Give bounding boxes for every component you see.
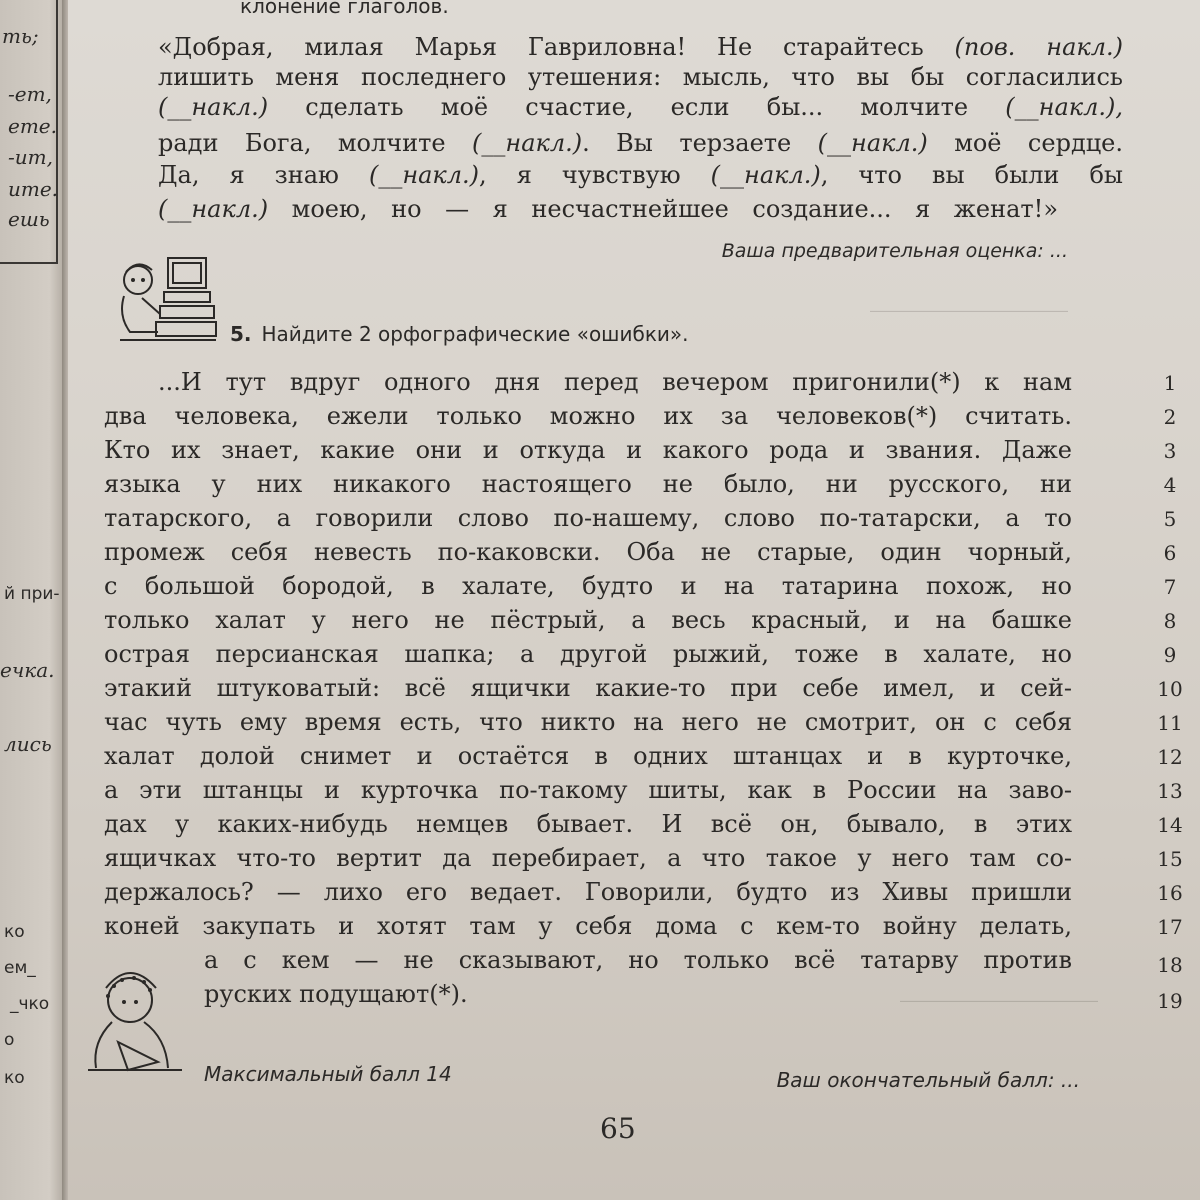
line-number: 11 [1157,711,1183,735]
text-line: этакий штуковатый: всё ящички какие-то при себе имел, и сей- [104,674,1072,702]
left-fragment: ть; [2,24,39,48]
task-heading: 5. Найдите 2 орфографические «ошибки». [230,322,689,346]
text-line: дах у каких-нибудь немцев бывает. И всё он, бывало, в этих [104,810,1072,838]
quote-line: лишить меня последнего утешения: мысль, что вы бы согласились [158,63,1123,91]
text-line: а с кем — не сказывают, но только всё татарву против [204,946,1072,974]
left-fragment: лись [4,732,52,756]
line-number: 19 [1157,989,1183,1013]
header-cut-text: клонение глаголов. [240,0,449,18]
line-number: 3 [1163,439,1177,463]
left-fragment: й при- [4,584,60,604]
line-number: 10 [1157,677,1183,701]
quote-line: (__накл.) моею, но — я несчастнейшее создание... я женат!» [158,195,1058,223]
left-fragment: _чко [10,994,50,1014]
quote-line: «Добрая, милая Марья Гавриловна! Не старайтесь (пов. накл.) [158,33,1123,61]
line-number: 16 [1157,881,1183,905]
line-number: 6 [1163,541,1177,565]
line-number: 14 [1157,813,1183,837]
text-line: с большой бородой, в халате, будто и на татарина похож, но [104,572,1072,600]
line-number: 9 [1163,643,1177,667]
line-number: 5 [1163,507,1177,531]
left-page-edge [0,0,62,1200]
text-line: ...И тут вдруг одного дня перед вечером пригонили(*) к нам [158,368,1072,396]
quote-line: Да, я знаю (__накл.), я чувствую (__накл.), что вы были бы [158,161,1124,189]
line-number: 1 [1163,371,1177,395]
bleed-through: ――――――――――― [870,300,1068,321]
text-line: татарского, а говорили слово по-нашему, слово по-татарски, а то [104,504,1072,532]
line-number: 7 [1163,575,1177,599]
left-fragment: ко [4,1068,25,1088]
boy-computer-illustration [112,252,220,348]
text-line: Кто их знает, какие они и откуда и какого рода и звания. Даже [104,436,1072,464]
text-line: только халат у него не пёстрый, а весь красный, и на башке [104,606,1072,634]
max-score: Максимальный балл 14 [204,1062,452,1086]
left-fragment: ечка. [0,658,55,682]
book-spine [62,0,68,1200]
quote-line: ради Бога, молчите (__накл.). Вы терзаете (__накл.) моё сердце. [158,129,1123,157]
line-number: 15 [1157,847,1183,871]
text-line: ящичках что-то вертит да перебирает, а что такое у него там со- [104,844,1072,872]
text-line: руских подущают(*). [204,980,468,1008]
text-line: халат долой снимет и остаётся в одних штанцах и в курточке, [104,742,1072,770]
quote-line: (__накл.) сделать моё счастие, если бы... молчите (__накл.), [158,93,1123,121]
text-line: языка у них никакого настоящего не было, ни русского, ни [104,470,1072,498]
left-fragment: ете. [8,114,57,138]
text-line: промеж себя невесть по-каковски. Оба не старые, один чорный, [104,538,1072,566]
text-line: два человека, ежели только можно их за человеков(*) считать. [104,402,1072,430]
text-line: держалось? — лихо его ведает. Говорили, будто из Хивы пришли [104,878,1072,906]
preliminary-score: Ваша предварительная оценка: ... [721,240,1068,262]
left-fragment: ешь [8,207,50,231]
left-fragment: ко [4,922,25,942]
line-number: 4 [1163,473,1177,497]
bleed-through: ――――――――――― [900,990,1098,1011]
final-score: Ваш окончательный балл: ... [776,1068,1080,1092]
line-number: 12 [1157,745,1183,769]
line-number: 18 [1157,953,1183,977]
line-number: 13 [1157,779,1183,803]
left-fragment: о [4,1030,15,1050]
line-number: 8 [1163,609,1177,633]
page-number: 65 [600,1112,636,1145]
left-fragment: -ет, [8,82,52,106]
text-line: острая персианская шапка; а другой рыжий, тоже в халате, но [104,640,1072,668]
left-fragment: -ит, [8,145,53,169]
left-fragment: ем_ [4,958,36,978]
girl-reading-illustration [78,966,186,1078]
left-fragment: ите. [8,177,59,201]
line-number: 2 [1163,405,1177,429]
text-line: час чуть ему время есть, что никто на него не смотрит, он с себя [104,708,1072,736]
text-line: а эти штанцы и курточка по-такому шиты, как в России на заво- [104,776,1072,804]
text-line: коней закупать и хотят там у себя дома с кем-то войну делать, [104,912,1072,940]
line-number: 17 [1157,915,1183,939]
